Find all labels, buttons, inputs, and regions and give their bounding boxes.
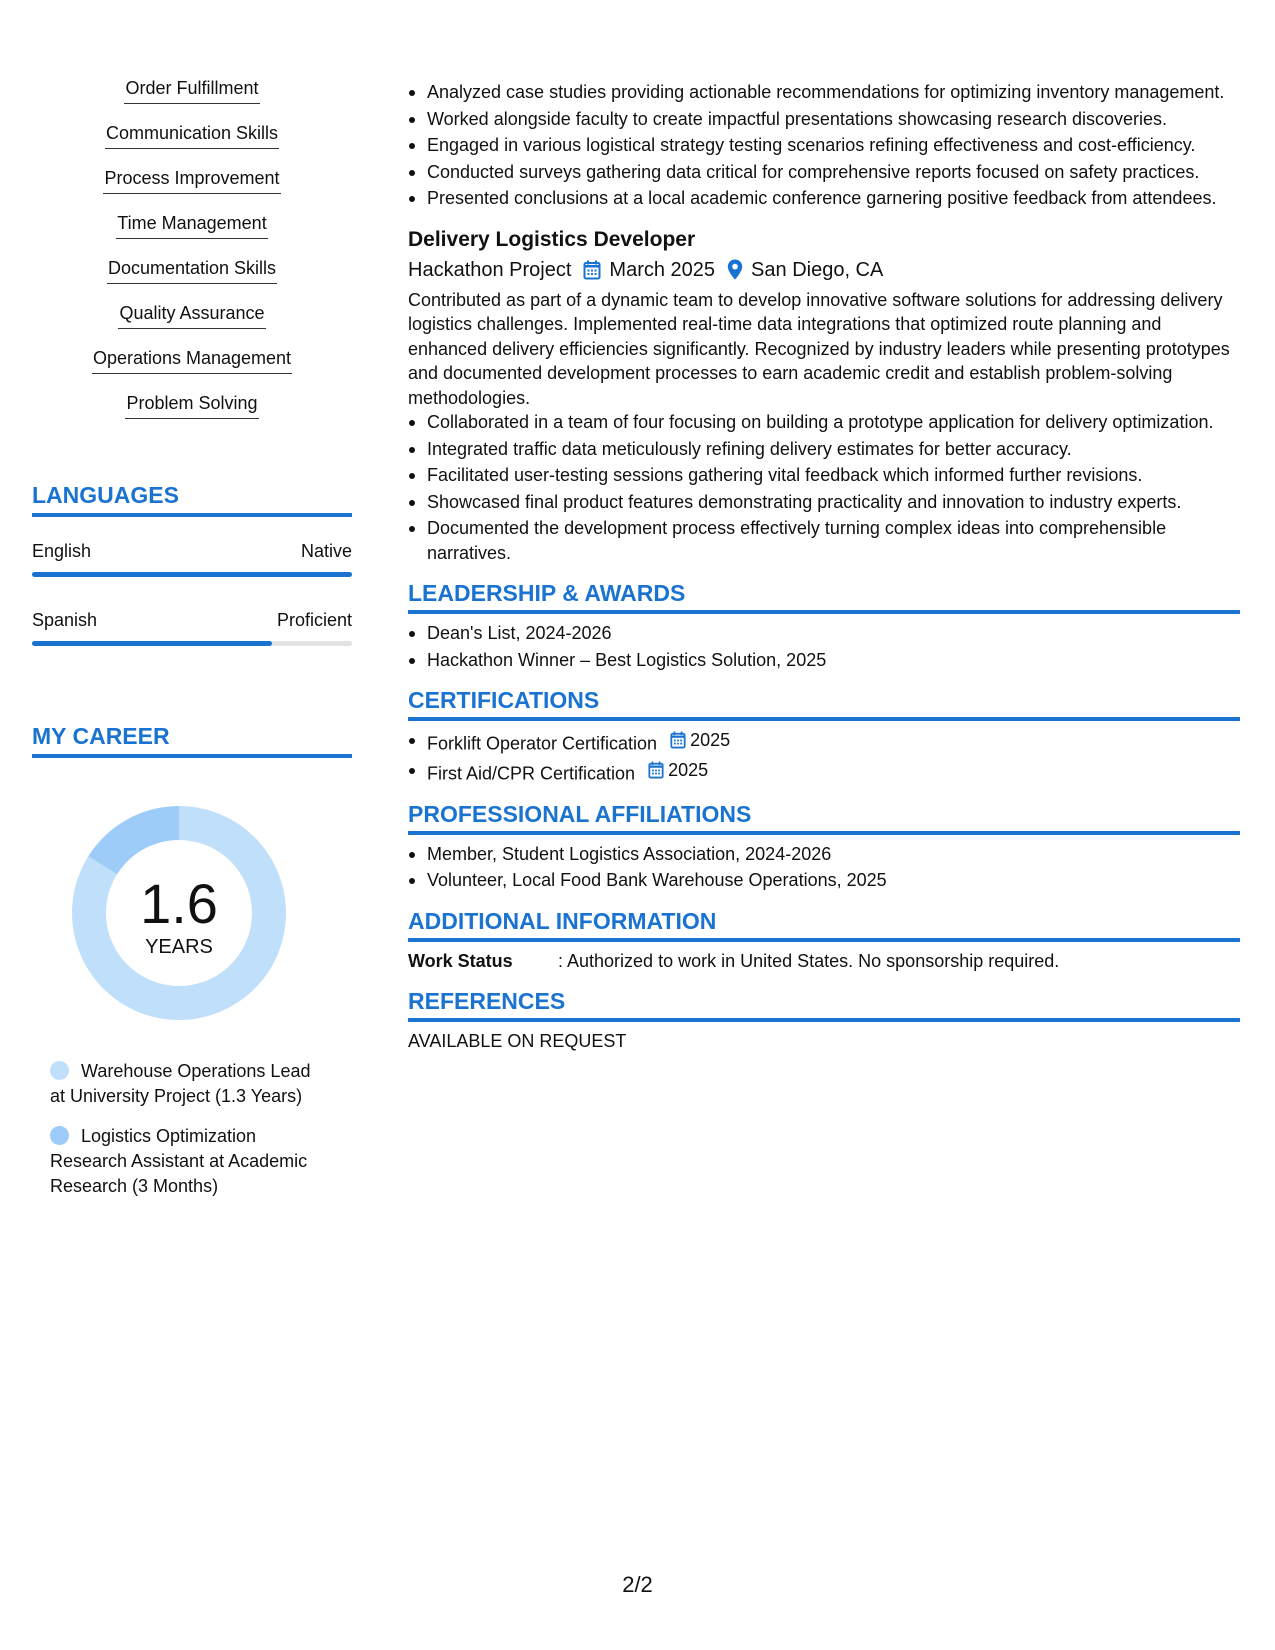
list-item: Conducted surveys gathering data critical for comprehensive reports focused on safety practices. [408, 160, 1240, 185]
skill-item: Problem Solving [32, 391, 352, 436]
calendar-icon [583, 260, 601, 280]
references-heading: REFERENCES [408, 987, 1240, 1022]
job-description: Contributed as part of a dynamic team to develop innovative software solutions for addressing delivery logistics challenges. Implemented real-time data integrations that optimized route planning and enhanced delivery efficiencies significantly. Recognized by industry leaders while presenting prototypes and documented development processes to earn academic credit and establish problem-solving methodologies. [408, 289, 1230, 408]
language-name: English [32, 541, 92, 561]
career-heading: MY CAREER [32, 722, 352, 758]
list-item: Member, Student Logistics Association, 2024-2026 [408, 842, 1240, 867]
career-total: 1.6 [140, 872, 218, 935]
list-item: Hackathon Winner – Best Logistics Solution, 2025 [408, 648, 1240, 673]
job-organization: Hackathon Project [408, 258, 572, 281]
job-bullets [408, 410, 1240, 565]
list-item: Analyzed case studies providing actionable recommendations for optimizing inventory management. [408, 80, 1240, 105]
references-text: AVAILABLE ON REQUEST [408, 1030, 627, 1051]
leadership-heading: LEADERSHIP & AWARDS [408, 579, 1240, 614]
language-level-bar [32, 572, 352, 577]
language-level: Proficient [276, 610, 352, 630]
list-item: Integrated traffic data meticulously refining delivery estimates for better accuracy. [408, 437, 1240, 462]
skill-item: Operations Management [32, 346, 352, 391]
certifications-heading: CERTIFICATIONS [408, 686, 1240, 721]
list-item: Documented the development process effectively turning complex ideas into comprehensible narratives. [408, 516, 1240, 565]
language-spanish [32, 609, 352, 646]
list-item: Engaged in various logistical strategy testing scenarios refining effectiveness and cost-efficiency. [408, 133, 1240, 158]
legend-swatch [50, 1126, 69, 1145]
affiliations-list [408, 842, 1240, 893]
career-legend-item: Logistics Optimization Research Assistant at Academic Research (3 Months) [50, 1126, 308, 1196]
work-status [408, 949, 1240, 973]
certification-year: 2025 [690, 730, 731, 750]
list-item: Collaborated in a team of four focusing on building a prototype application for delivery optimization. [408, 410, 1240, 435]
work-status-label: Work Status [408, 950, 513, 971]
list-item: Presented conclusions at a local academic conference garnering positive feedback from attendees. [408, 186, 1240, 211]
donut-segment [88, 806, 179, 874]
job-title: Delivery Logistics Developer [408, 227, 696, 251]
skill-item: Quality Assurance [32, 301, 352, 346]
language-english [32, 540, 352, 577]
list-item: Showcased final product features demonstrating practicality and innovation to industry experts. [408, 490, 1240, 515]
language-level-fill [32, 641, 272, 646]
legend-swatch [50, 1061, 69, 1080]
calendar-icon [670, 731, 686, 749]
page-number: 2/2 [622, 1572, 653, 1597]
map-pin-icon [727, 259, 743, 280]
certifications-list [408, 728, 1240, 786]
career-donut-chart [66, 800, 292, 1026]
affiliations-heading: PROFESSIONAL AFFILIATIONS [408, 800, 1240, 835]
language-level-bar [32, 641, 352, 646]
skill-item: Documentation Skills [32, 256, 352, 301]
main-content [408, 80, 1240, 1053]
list-item [408, 758, 1240, 786]
calendar-icon [648, 761, 664, 779]
list-item: Facilitated user-testing sessions gathering vital feedback which informed further revisions. [408, 463, 1240, 488]
job-location: San Diego, CA [751, 258, 884, 281]
list-item: Worked alongside faculty to create impactful presentations showcasing research discoveries. [408, 107, 1240, 132]
skill-item: Order Fulfillment [32, 76, 352, 121]
skill-item: Process Improvement [32, 166, 352, 211]
leadership-list [408, 621, 1240, 672]
previous-job-bullets [408, 80, 1240, 211]
list-item: Volunteer, Local Food Bank Warehouse Operations, 2025 [408, 868, 1240, 893]
skill-item: Communication Skills [32, 121, 352, 166]
skill-item: Time Management [32, 211, 352, 256]
list-item [408, 728, 1240, 756]
language-level-fill [32, 572, 352, 577]
job-date: March 2025 [609, 258, 716, 281]
skills-list [32, 76, 352, 436]
certification-name: First Aid/CPR Certification [427, 763, 636, 783]
job-meta [408, 257, 1240, 283]
career-unit: YEARS [145, 936, 213, 958]
certification-year: 2025 [668, 759, 709, 780]
career-legend-item: Warehouse Operations Lead at University Project (1.3 Years) [50, 1061, 311, 1106]
certification-name: Forklift Operator Certification [427, 733, 658, 754]
list-item: Dean's List, 2024-2026 [408, 621, 1240, 646]
languages-heading: LANGUAGES [32, 481, 352, 517]
language-level: Native [300, 541, 352, 561]
additional-info-heading: ADDITIONAL INFORMATION [408, 907, 1240, 942]
work-status-value: : Authorized to work in United States. No sponsorship required. [558, 950, 1060, 971]
language-name: Spanish [32, 610, 98, 630]
